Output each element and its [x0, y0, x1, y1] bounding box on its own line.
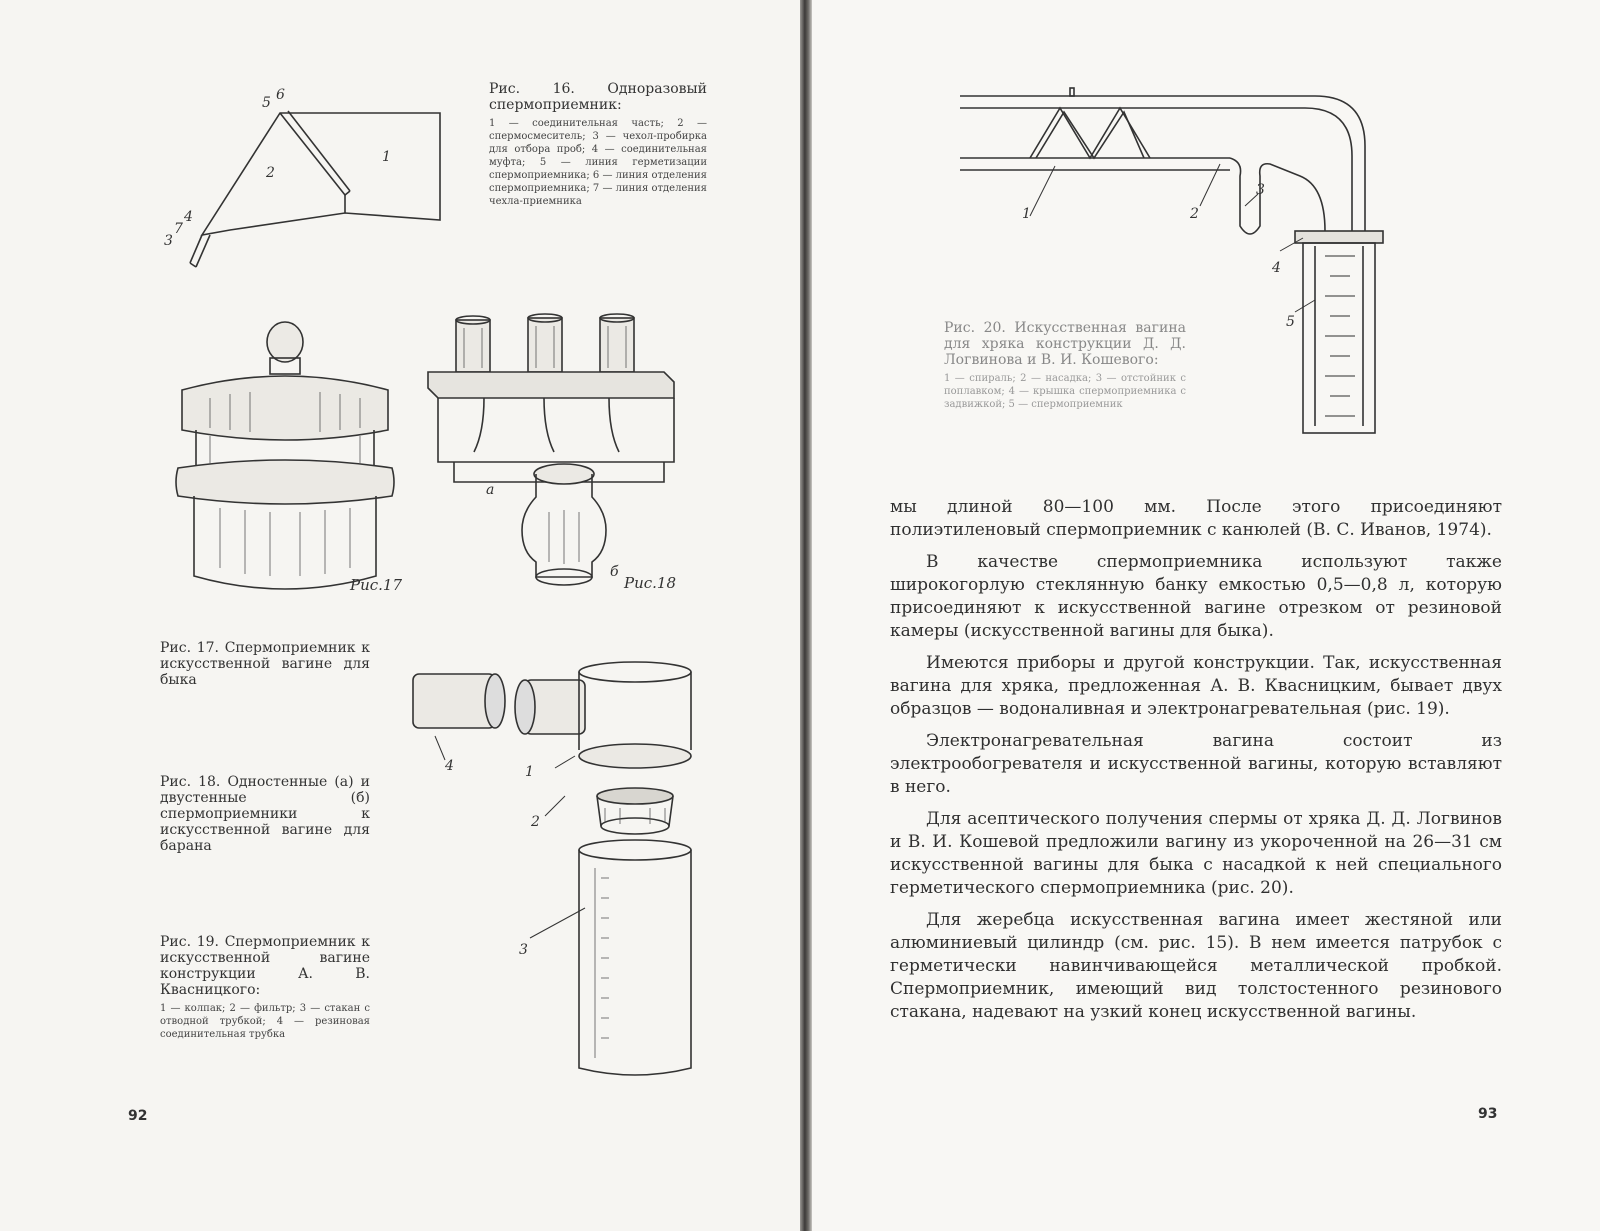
paragraph-2: В качестве спермоприемника используют также широкогорлую стеклянную банку емкостью 0,5—0,8 л, которую присоединяют к искусственной вагине отрезком от резиновой камеры (искусственной вагины для быка).	[890, 552, 1502, 641]
fig18-caption: Рис. 18. Одностенные (а) и двустенные (б) спермоприемники к искусственной вагине для барана	[160, 774, 370, 854]
fig16-caption	[489, 81, 707, 208]
fig16-label-3: 3	[164, 233, 173, 249]
paragraph-3: Имеются приборы и другой конструкции. Так, искусственная вагина для хряка, предложенная А. В. Квасницким, бывает двух образцов — водоналивная и электронагревательная (рис. 19).	[890, 653, 1502, 719]
fig17-caption: Рис. 17. Спермоприемник к искусственной вагине для быка	[160, 640, 370, 688]
fig19-legend: 1 — колпак; 2 — фильтр; 3 — стакан с отводной трубкой; 4 — резиновая соединительная трубка	[160, 1003, 370, 1040]
fig19-caption	[160, 934, 370, 1041]
fig16-label-4: 4	[184, 209, 193, 225]
right-page-body	[890, 496, 1502, 1033]
fig19-label-4: 4	[445, 758, 454, 774]
fig16-label-7: 7	[174, 221, 183, 237]
fig20-label-5: 5	[1286, 314, 1295, 330]
paragraph-6: Для жеребца искусственная вагина имеет жестяной или алюминиевый цилиндр (см. рис. 15). В нем имеется патрубок с герметически навинчивающейся металлической пробкой. Спермоприемник, имеющий вид толстостенного резинового стакана, надевают на узкий конец искусственной вагины.	[890, 910, 1502, 1022]
paragraph-5: Для асептического получения спермы от хряка Д. Д. Логвинов и В. И. Кошевой предложили вагину из укороченной на 26—31 см искусственной вагины для быка с насадкой к ней специального герметического спермоприемника (рис. 20).	[890, 809, 1502, 898]
fig19-label-3: 3	[519, 942, 528, 958]
fig18-label-b: б	[610, 564, 619, 580]
fig16-label-1: 1	[382, 149, 391, 165]
page-number-left: 92	[128, 1108, 148, 1124]
fig17-drawing	[170, 318, 420, 608]
paragraph-4: Электронагревательная вагина состоит из электрообогревателя и искусственной вагины, которую вставляют в него.	[890, 731, 1502, 797]
fig16-drawing	[160, 85, 450, 275]
book-spine	[800, 0, 812, 1231]
fig19-label-1: 1	[525, 764, 534, 780]
fig16-label-2: 2	[266, 165, 275, 181]
fig18-marker: Рис.18	[624, 574, 677, 592]
fig16-label-5: 5	[262, 95, 271, 111]
fig19-label-2: 2	[531, 814, 540, 830]
fig18-label-a: а	[486, 482, 495, 498]
fig20-label-1: 1	[1022, 206, 1031, 222]
fig20-label-4: 4	[1272, 260, 1281, 276]
fig20-title: Рис. 20. Искусственная вагина для хряка конструкции Д. Д. Логвинова и В. И. Кошевого:	[944, 320, 1186, 368]
fig18-drawing	[424, 312, 694, 612]
page-number-right: 93	[1478, 1106, 1498, 1122]
fig20-legend: 1 — спираль; 2 — насадка; 3 — отстойник с поплавком; 4 — крышка спермоприемника с задвижкой; 5 — спермоприемник	[944, 373, 1186, 410]
paragraph-1: мы длиной 80—100 мм. После этого присоединяют полиэтиленовый спермоприемник с канюлей (В. С. Иванов, 1974).	[890, 497, 1502, 540]
fig19-drawing	[405, 668, 695, 1088]
fig16-label-6: 6	[276, 87, 285, 103]
fig20-caption	[944, 320, 1186, 411]
fig16-title: Рис. 16. Одноразовый спермоприемник:	[489, 81, 707, 113]
fig20-label-3: 3	[1256, 182, 1265, 198]
fig16-legend: 1 — соединительная часть; 2 — спермосмеситель; 3 — чехол-пробирка для отбора проб; 4 — соединительная муфта; 5 — линия герметизации спермоприемника; 6 — линия отделения спермоприемника; 7 — линия отделения чехла-приемника	[489, 118, 707, 207]
fig19-title: Рис. 19. Спермоприемник к искусственной вагине конструкции А. В. Квасницкого:	[160, 934, 370, 998]
fig17-marker: Рис.17	[350, 576, 403, 594]
fig20-label-2: 2	[1190, 206, 1199, 222]
